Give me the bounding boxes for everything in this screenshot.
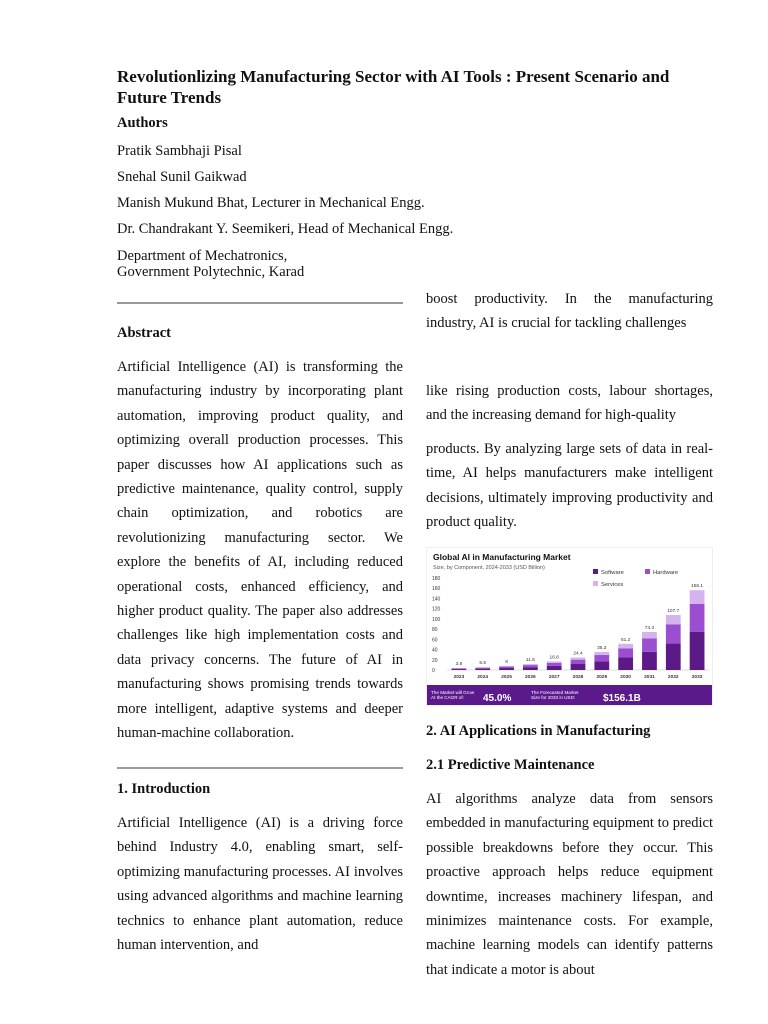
bar-2029-software — [594, 661, 609, 670]
paper-title: Revolutionlizing Manufacturing Sector with AI Tools : Present Scenario and Future Trends — [117, 67, 670, 107]
legend-label-services: Services — [601, 582, 624, 588]
author-2: Snehal Sunil Gaikwad — [117, 169, 247, 185]
y-tick-label: 0 — [432, 668, 435, 674]
market-chart — [426, 547, 713, 706]
x-tick-label: 2023 — [453, 675, 465, 680]
legend-swatch-software — [593, 569, 598, 574]
bar-value-label: 24.4 — [573, 651, 583, 657]
bar-value-label: 16.8 — [549, 655, 559, 661]
bar-2033-software — [690, 632, 705, 670]
bar-2024-hardware — [475, 668, 490, 669]
chart-legend — [593, 569, 678, 588]
author-3: Manish Mukund Bhat, Lecturer in Mechanical Engg. — [117, 195, 425, 211]
bar-2031-software — [642, 652, 657, 670]
y-tick-label: 60 — [432, 637, 438, 644]
bar-2025-software — [499, 668, 514, 670]
bar-2033-services — [690, 590, 705, 604]
bar-2027-hardware — [547, 663, 562, 666]
bar-2030-software — [618, 657, 633, 670]
x-tick-label: 2032 — [667, 675, 679, 680]
bar-2031-hardware — [642, 638, 657, 651]
bar-2030-services — [618, 644, 633, 648]
bar-2025-services — [499, 666, 514, 667]
introduction-heading: 1. Introduction — [117, 781, 211, 797]
divider-1 — [117, 302, 403, 304]
section-2-1-text: AI algorithms analyze data from sensors embedded in manufacturing equipment to predict possible breakdowns before they occur. This proactive approach helps reduce equipment downtime, increases machinery lifespan, and minimizes maintenance costs. For example, machine learning models can identify patterns that indicate a motor is about — [426, 791, 713, 978]
bar-2026-software — [523, 667, 538, 670]
department — [117, 248, 304, 280]
bar-value-label: 8 — [505, 659, 508, 665]
bar-2032-software — [666, 644, 681, 670]
bar-value-label: 3.8 — [455, 662, 463, 668]
section-2-1-heading: 2.1 Predictive Maintenance — [426, 757, 595, 773]
bar-2030-hardware — [618, 648, 633, 657]
x-tick-label: 2027 — [548, 675, 560, 680]
bar-2028-hardware — [571, 660, 586, 664]
legend-swatch-hardware — [645, 569, 650, 574]
right-paragraph-3: products. By analyzing large sets of data in real-time, AI helps manufacturers make intelligent decisions, ultimately improving productivity and product quality. — [426, 441, 713, 531]
legend-label-hardware: Hardware — [653, 570, 679, 576]
legend-label-software: Software — [601, 570, 624, 576]
bar-2023-software — [452, 669, 467, 670]
legend-swatch-services — [593, 581, 598, 586]
bar-2032-services — [666, 615, 681, 624]
footer-cagr-label: The Market will Grow At the CAGR of: — [431, 690, 475, 700]
x-tick-label: 2026 — [525, 675, 536, 680]
y-tick-label: 100 — [432, 616, 441, 623]
bar-value-label: 107.7 — [667, 608, 680, 614]
bar-value-label: 51.2 — [620, 637, 631, 643]
bar-2027-services — [547, 661, 562, 662]
author-4: Dr. Chandrakant Y. Seemikeri, Head of Mechanical Engg. — [117, 221, 454, 237]
bar-value-label: 156.1 — [691, 584, 704, 590]
bar-2027-software — [547, 666, 562, 670]
y-tick-label: 80 — [432, 627, 438, 634]
y-tick-label: 40 — [432, 647, 438, 654]
y-tick-label: 140 — [432, 596, 441, 603]
bar-2025-hardware — [499, 667, 514, 668]
y-tick-label: 160 — [432, 586, 441, 593]
bar-2029-hardware — [594, 655, 609, 661]
author-1: Pratik Sambhaji Pisal — [117, 143, 242, 159]
right-paragraph-2: like rising production costs, labour shortages, and the increasing demand for high-quality — [426, 383, 713, 424]
x-tick-label: 2029 — [596, 675, 608, 680]
right-paragraph-1: boost productivity. In the manufacturing industry, AI is crucial for tackling challenges — [426, 291, 713, 332]
bar-2026-services — [523, 664, 538, 665]
section-2-heading: 2. AI Applications in Manufacturing — [426, 723, 651, 739]
authors-heading: Authors — [117, 115, 168, 131]
market-chart-svg — [427, 548, 713, 706]
y-tick-label: 20 — [432, 657, 438, 664]
y-tick-label: 180 — [432, 576, 441, 582]
bar-2028-services — [571, 658, 586, 660]
footer-cagr-value: 45.0% — [483, 693, 512, 704]
chart-subtitle: Size, by Component, 2024-2033 (USD Billion) — [433, 565, 545, 571]
chart-title: Global AI in Manufacturing Market — [433, 552, 571, 562]
bar-2031-services — [642, 632, 657, 638]
footer-forecast-label: The Forecasted Market Size for 2033 in USD: — [531, 690, 579, 700]
bar-2023-hardware — [452, 668, 467, 669]
y-tick-label: 120 — [432, 606, 441, 613]
x-tick-label: 2030 — [620, 675, 631, 680]
bar-2028-software — [571, 664, 586, 670]
bar-value-label: 5.5 — [479, 661, 487, 667]
x-tick-label: 2028 — [572, 675, 584, 680]
footer-forecast-value: $156.1B — [603, 693, 641, 704]
chart-bars — [452, 583, 705, 680]
abstract-heading: Abstract — [117, 325, 171, 341]
department-line-1: Department of Mechatronics, — [117, 248, 288, 264]
divider-2 — [117, 767, 403, 769]
bar-value-label: 11.6 — [525, 658, 535, 664]
department-line-2: Government Polytechnic, Karad — [117, 264, 305, 280]
bar-value-label: 35.3 — [597, 645, 607, 651]
bar-value-label: 74.3 — [644, 626, 655, 632]
bar-2029-services — [594, 652, 609, 655]
bar-2032-hardware — [666, 624, 681, 643]
bar-2033-hardware — [690, 604, 705, 632]
x-tick-label: 2033 — [691, 675, 703, 680]
bar-2024-software — [475, 669, 490, 670]
x-tick-label: 2031 — [644, 675, 655, 680]
bar-2026-hardware — [523, 665, 538, 667]
abstract-text: Artificial Intelligence (AI) is transforming the manufacturing industry by incorporating plant automation, improving product quality, and optimizing overall production processes. This paper discusses how AI applications such as predictive maintenance, quality control, supply chain optimization, and robotics are revolutionizing manufacturing sector. We explore the benefits of AI, including reduced operational costs, enhanced efficiency, and higher product quality. The paper also addresses challenges like high implementation costs and data privacy concerns. The future of AI in manufacturing shows promising trends towards more intelligent, adaptive systems and deeper human-machine collaboration. — [117, 359, 403, 742]
introduction-text: Artificial Intelligence (AI) is a driving force behind Industry 4.0, enabling smart, self-optimizing manufacturing processes. AI involves using advanced algorithms and machine learning technics to enhance plant automation, reduce human intervention, and — [117, 815, 403, 954]
x-tick-label: 2025 — [501, 675, 512, 680]
x-tick-label: 2024 — [477, 675, 489, 680]
